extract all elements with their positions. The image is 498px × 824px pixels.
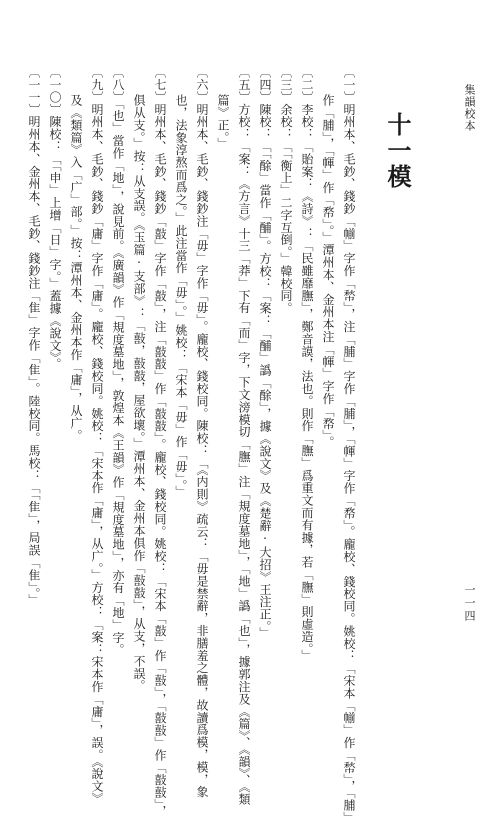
note-text [111, 66, 125, 656]
note-body: 明州本、金州本、毛鈔、錢鈔注「隹」字作「隹」。陸校同。馬校：「「隹」，局誤「隹」。」 [27, 115, 41, 607]
note-column [174, 66, 188, 706]
note-number: 〔二〕 [300, 66, 314, 104]
note-body: 明州本、毛鈔、錢鈔「敼」字作「敼」，注「敼敼」作「敼敼」。龐校、錢校同。姚校：「宋本「敼」作「敼」，「敼敼」作「敼敼」， [153, 103, 167, 818]
note-column [279, 66, 293, 706]
note-body: 明州本、毛鈔、錢鈔「㡐」字作「㡑」，注「脯」字作「脯」，「㡓」字作「㡔」。龐校、錢校同。姚校：「宋本「㡐」作「㡑」，「脯」 [342, 103, 356, 824]
note-number: 〔三〕 [279, 66, 293, 104]
note-body: 李校：「貽案：《詩》：「民雖靡膴」，鄭音謨，法也。則作「膴」爲重文而有據，若「膴」則虛造。」 [300, 103, 314, 662]
note-column [27, 66, 41, 706]
running-head: 集韻校本 [463, 84, 476, 132]
section-title: 十一模 [383, 112, 412, 190]
note-body: 陳校：「「申」上增「日」字。」蓋據《說文》。 [48, 115, 62, 371]
note-text [69, 66, 83, 442]
note-column [195, 66, 209, 799]
note-number: 〔一一〕 [27, 66, 41, 116]
page-number: 一一四 [463, 584, 476, 623]
note-body: 俱从支。」按：从支誤。《玉篇·支部》：「敼，敼敼，屋欲壞。」潭州本、金州本俱作「敼敼」，从支，不誤。 [132, 94, 146, 692]
note-text [27, 66, 41, 606]
note-body: 也，法象淳熬而爲之。」此注當作「毋」。」姚校：「宋本「毋」作「毋」。」 [174, 94, 188, 498]
note-text [174, 66, 188, 498]
note-text [132, 66, 146, 692]
note-column [321, 66, 335, 706]
note-body: 「也」當作「地」，說見前。《廣韻》作「規度墓地」，敦煌本《王韻》作「規度墓地」，亦有「地」字。 [111, 103, 125, 657]
note-column [132, 66, 146, 706]
note-column [300, 66, 314, 706]
note-number: 〔六〕 [195, 66, 209, 104]
note-text [258, 66, 272, 639]
note-text [300, 66, 314, 662]
note-body: 余校：「「衡上」二字互倒。」韓校同。 [279, 103, 293, 315]
note-body: 明州本、毛鈔、錢鈔「庸」字作「庸」。龐校、錢校同。姚校：「宋本作「庸」，从广。」方校：「案：宋本作「庸」，誤。《說文》 [90, 103, 104, 805]
note-text [342, 66, 356, 824]
note-text [153, 66, 167, 817]
note-text [195, 66, 209, 798]
note-number: 〔五〕 [237, 66, 251, 104]
note-column [216, 66, 230, 706]
note-number: 〔一〕 [342, 66, 356, 104]
note-text [237, 66, 251, 805]
note-body: 及《類篇》入「广」部。」按：潭州本、金州本作「庸」，从广。 [69, 94, 83, 442]
note-text [321, 66, 335, 448]
note-column [111, 66, 125, 706]
note-column [69, 66, 83, 706]
note-number: 〔一〇〕 [48, 66, 62, 116]
note-column [237, 66, 251, 806]
note-number: 〔八〕 [111, 66, 125, 104]
note-body: 作「脯」，「㡓」作「㡔」。」潭州本、金州本注「㡓」字作「㡔」。 [321, 94, 335, 449]
note-body: 篇》正。」 [216, 94, 230, 150]
note-number: 〔七〕 [153, 66, 167, 104]
note-column [258, 66, 272, 706]
note-column [90, 66, 104, 805]
note-column [48, 66, 62, 706]
note-text [279, 66, 293, 314]
note-number: 〔九〕 [90, 66, 104, 104]
note-body: 明州本、毛鈔、錢鈔注「毋」字作「毋」。龐校、錢校同。陳校：「《内則》疏云：「毋是禁辭，非膳羞之體，故讀爲模，模，象 [195, 103, 209, 799]
note-text [216, 66, 230, 150]
note-text [90, 66, 104, 805]
note-number: 〔四〕 [258, 66, 272, 104]
note-body: 方校：「案：《方言》十三「莽」下有「而」字，下文滂模切「膴」注「規度墓地」，「地」譌「也」，據郭注及《篇》、《韻》、《類 [237, 103, 251, 806]
note-column [342, 66, 356, 824]
note-body: 陳校：「「酴」當作「酺」。方校：「案：「酺」譌「酴」，據《說文》及《楚辭·大招》王注正。」 [258, 103, 272, 640]
note-text [48, 66, 62, 370]
note-column [153, 66, 167, 818]
